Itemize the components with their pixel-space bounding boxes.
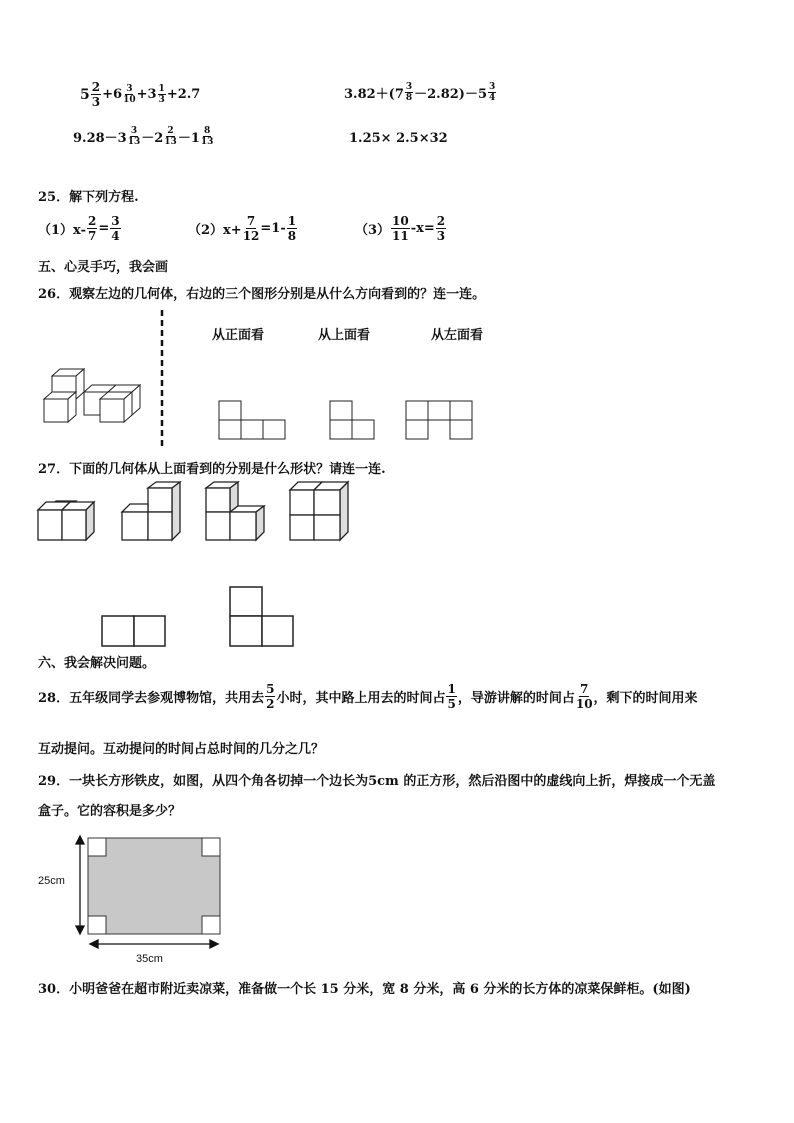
calc-expression-4: 1.25× 2.5×32	[349, 131, 448, 146]
question-29-line1: 29．一块长方形铁皮，如图，从四个角各切掉一个边长为5cm 的正方形，然后沿图中的虚线向上折，焊接成一个无盖	[38, 774, 716, 789]
height-label: 25cm	[38, 875, 65, 887]
fraction: $\frac{3}{10}$	[123, 84, 136, 105]
view-label-left: 从左面看	[431, 328, 484, 343]
corner-square	[88, 838, 106, 856]
fraction: $\frac{7}{10}$	[575, 682, 593, 711]
corner-square	[202, 838, 220, 856]
view-label-top: 从上面看	[318, 328, 371, 343]
q27-solid-3[interactable]	[204, 480, 268, 542]
fraction: $\frac{7}{12}$	[242, 214, 260, 243]
question-26-title: 26．观察左边的几何体，右边的三个图形分别是从什么方向看到的？连一连。	[38, 287, 486, 302]
question-30: 30．小明爸爸在超市附近卖凉菜，准备做一个长 15 分米，宽 8 分米，高 6 分米的长方体的凉菜保鲜柜。(如图)	[38, 982, 691, 997]
fraction: $\frac{3}{8}$	[405, 82, 413, 103]
question-28-line2: 互动提问。互动提问的时间占总时间的几分之几？	[38, 742, 325, 757]
question-29-line2: 盒子。它的容积是多少？	[38, 804, 182, 819]
q27-top-view-1[interactable]	[101, 615, 167, 648]
fraction: $\frac{3}{4}$	[111, 214, 120, 243]
fraction: $\frac{2}{3}$	[91, 80, 101, 109]
q27-solid-2[interactable]	[120, 480, 186, 542]
section-5-heading: 五、心灵手巧，我会画	[38, 260, 169, 275]
q27-solid-1[interactable]	[36, 496, 100, 542]
fraction: $\frac{3}{13}$	[127, 126, 141, 147]
equation-3: （3） $\frac{10}{11}$ -x= $\frac{2}{3}$	[355, 214, 446, 243]
fraction: $\frac{5}{2}$	[266, 682, 275, 711]
question-27-title: 27．下面的几何体从上面看到的分别是什么形状？请连一连.	[38, 462, 386, 477]
equation-1: （1）x- $\frac{2}{7}$ = $\frac{3}{4}$	[38, 214, 120, 243]
fraction: $\frac{3}{4}$	[488, 82, 496, 103]
view-shape-3[interactable]	[405, 400, 475, 440]
fraction: $\frac{1}{5}$	[447, 682, 456, 711]
fraction: $\frac{2}{3}$	[436, 214, 446, 243]
width-label: 35cm	[136, 953, 163, 965]
view-label-front: 从正面看	[212, 328, 265, 343]
q27-solid-4[interactable]	[288, 480, 352, 542]
q26-solid-figure	[40, 308, 180, 453]
calc-expression-3: 9.28－3 $\frac{3}{13}$ －2 $\frac{2}{13}$ －1 $\frac{8}{13}$	[73, 126, 214, 147]
corner-square	[88, 916, 106, 934]
calc-expression-1: 5 $\frac{2}{3}$ +6 $\frac{3}{10}$ +3 $\frac{1}{3}$ +2.7	[80, 80, 201, 109]
fraction: $\frac{1}{3}$	[158, 84, 165, 105]
view-shape-2[interactable]	[329, 400, 377, 440]
corner-square	[202, 916, 220, 934]
fraction: $\frac{2}{13}$	[164, 126, 177, 147]
view-shape-1[interactable]	[218, 400, 288, 440]
fraction: $\frac{2}{7}$	[87, 214, 97, 243]
q27-top-view-2[interactable]	[229, 586, 295, 648]
fraction: $\frac{8}{13}$	[200, 126, 214, 147]
equation-2: （2）x+ $\frac{7}{12}$ =1- $\frac{1}{8}$	[188, 214, 297, 243]
question-25-title: 25．解下列方程.	[38, 190, 139, 205]
section-6-heading: 六、我会解决问题。	[38, 656, 156, 671]
iron-sheet-diagram	[38, 832, 228, 967]
question-28: 28．五年级同学去参观博物馆，共用去 $\frac{5}{2}$ 小时，其中路上用去的时间占 $\frac{1}{5}$ ，导游讲解的时间占 $\frac{7}{10}$ ，剩下的时间用来	[38, 682, 698, 711]
fraction: $\frac{10}{11}$	[392, 214, 409, 243]
fraction: $\frac{1}{8}$	[287, 214, 297, 243]
whole-number: 5	[80, 86, 90, 103]
calc-expression-2: 3.82＋(7 $\frac{3}{8}$ －2.82)－5 $\frac{3}{4}$	[344, 82, 496, 103]
